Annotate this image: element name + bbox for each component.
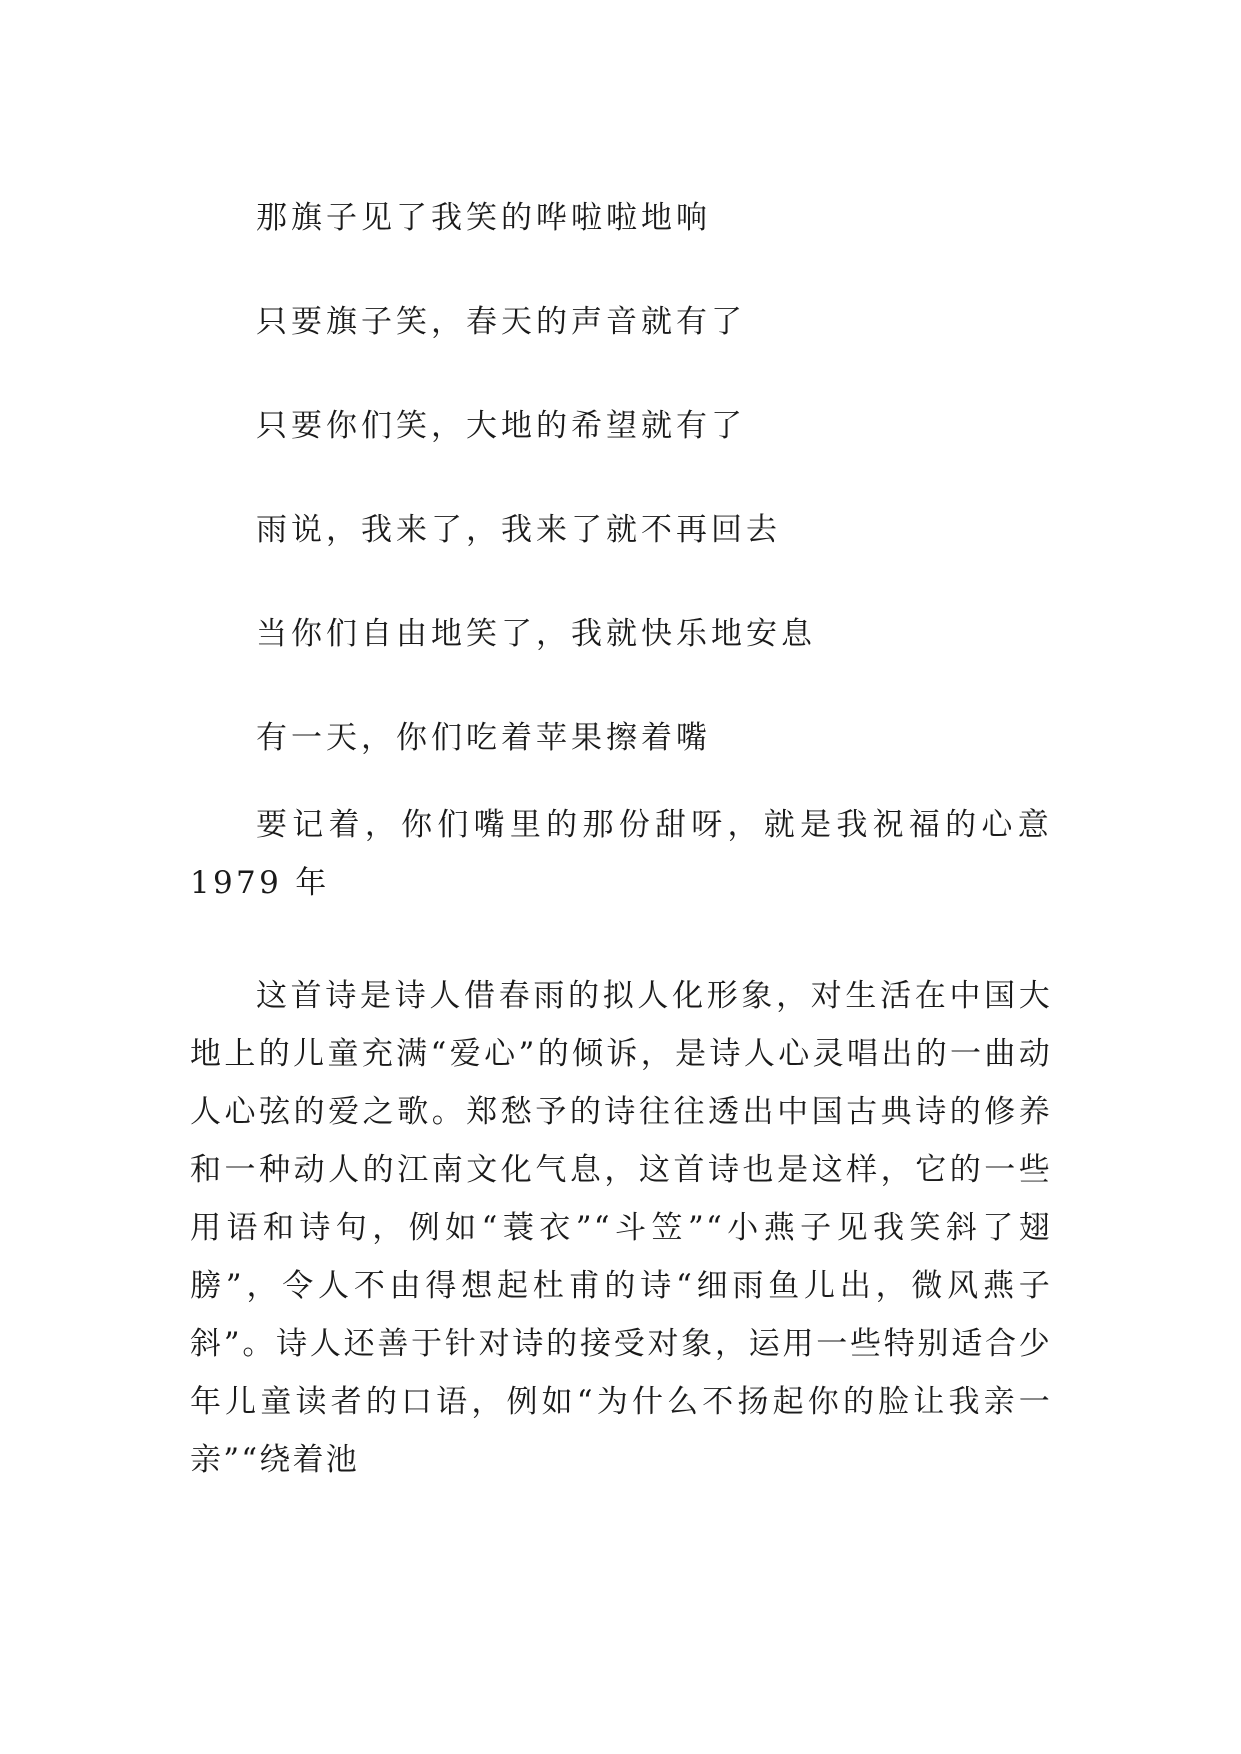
poem-line-1: 那旗子见了我笑的哗啦啦地响: [256, 200, 711, 236]
poem-closing-line: 要记着，你们嘴里的那份甜呀，就是我祝福的心意 1979 年: [190, 807, 1052, 901]
poem-line-4: 雨说，我来了，我来了就不再回去: [256, 512, 781, 548]
commentary-paragraph: 这首诗是诗人借春雨的拟人化形象，对生活在中国大地上的儿童充满“爱心”的倾诉，是诗人心灵唱出的一曲动人心弦的爱之歌。郑愁予的诗往往透出中国古典诗的修养和一种动人的江南文化气息，这首诗也是这样，它的一些用语和诗句，例如“蓑衣”“斗笠”“小燕子见我笑斜了翅膀”，令人不由得想起杜甫的诗“细雨鱼儿出，微风燕子斜”。诗人还善于针对诗的接受对象，运用一些特别适合少年儿童读者的口语，例如“为什么不扬起你的脸让我亲一亲”“绕着池: [190, 978, 1052, 1478]
poem-line-5: 当你们自由地笑了，我就快乐地安息: [256, 616, 816, 652]
poem-line-3: 只要你们笑，大地的希望就有了: [256, 408, 746, 444]
poem-line-2: 只要旗子笑，春天的声音就有了: [256, 304, 746, 340]
poem-line-6: 有一天，你们吃着苹果擦着嘴: [256, 720, 711, 756]
